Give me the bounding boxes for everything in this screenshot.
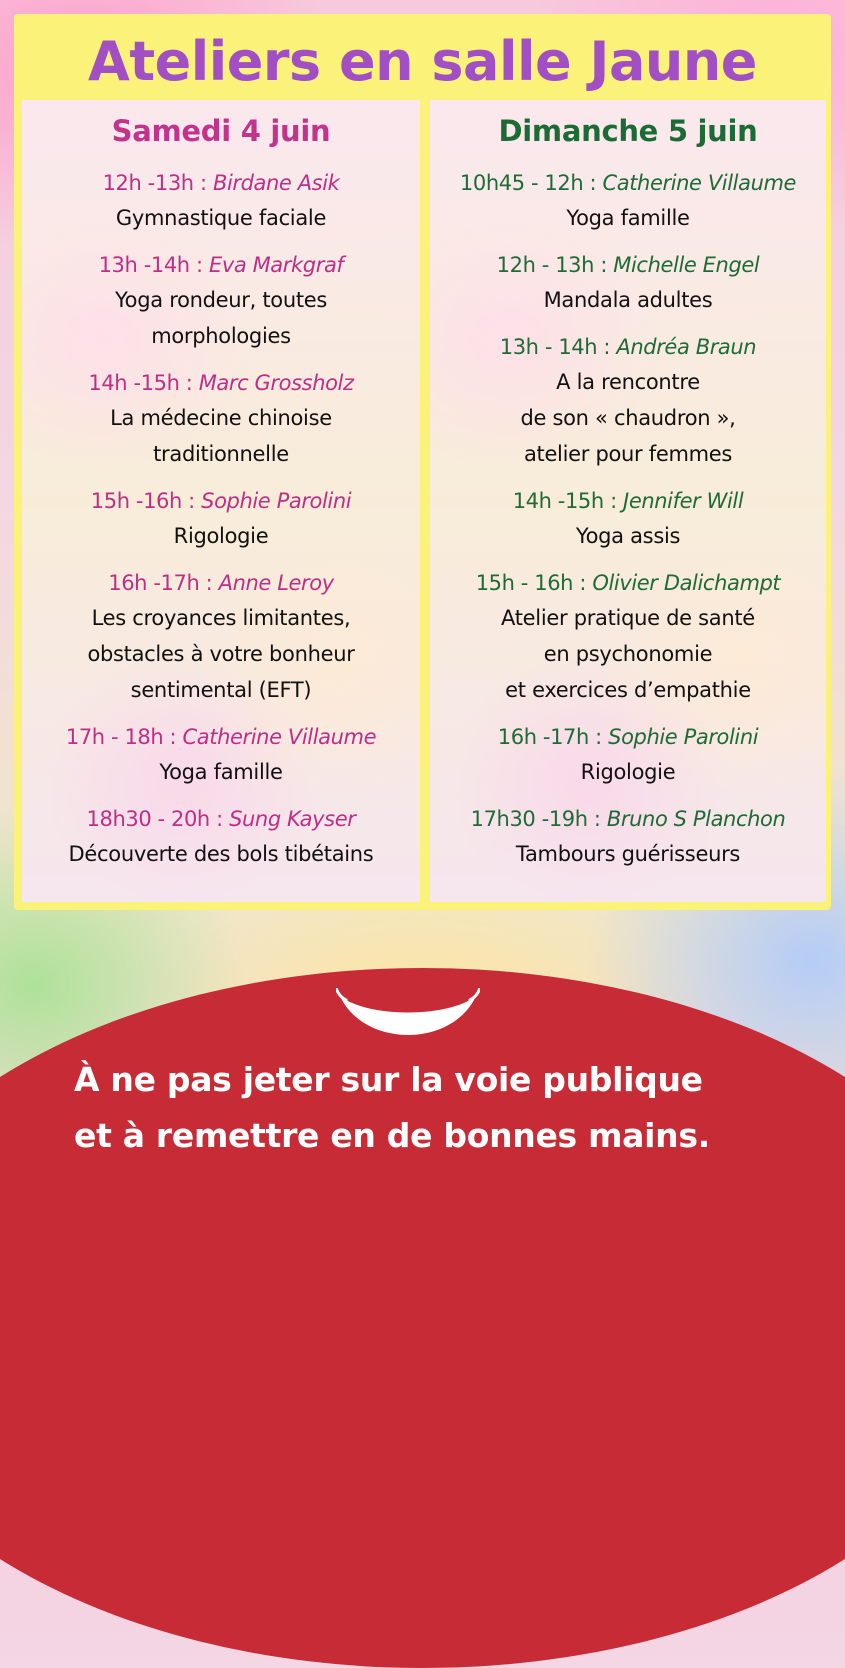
event-time-range: 12h - 13h : bbox=[496, 253, 607, 277]
event-item bbox=[430, 720, 826, 790]
saturday-heading: Samedi 4 juin bbox=[111, 114, 331, 148]
event-time-range: 14h -15h : bbox=[512, 489, 617, 513]
event-time-range: 17h30 -19h : bbox=[470, 807, 601, 831]
event-item bbox=[22, 566, 420, 708]
event-description-line: de son « chaudron », bbox=[520, 406, 736, 430]
event-description-line: Gymnastique faciale bbox=[115, 206, 327, 230]
event-description-line: morphologies bbox=[151, 324, 291, 348]
event-item bbox=[22, 166, 420, 236]
event-description-line: Yoga rondeur, toutes bbox=[114, 288, 328, 312]
event-host: Olivier Dalichampt bbox=[592, 571, 781, 595]
event-time bbox=[22, 484, 420, 518]
event-time bbox=[22, 166, 420, 200]
page-title: Ateliers en salle Jaune bbox=[88, 30, 757, 93]
event-description-line: atelier pour femmes bbox=[523, 442, 733, 466]
event-item bbox=[430, 248, 826, 318]
event-host: Bruno S Planchon bbox=[606, 807, 786, 831]
event-description-line: Tambours guérisseurs bbox=[515, 842, 741, 866]
event-time-range: 16h -17h : bbox=[108, 571, 213, 595]
saturday-event-list bbox=[22, 166, 420, 872]
event-time-range: 13h - 14h : bbox=[499, 335, 611, 359]
sunday-column bbox=[430, 100, 826, 902]
event-time-range: 13h -14h : bbox=[98, 253, 203, 277]
event-item bbox=[430, 484, 826, 554]
event-host: Jennifer Will bbox=[623, 489, 744, 513]
event-item bbox=[22, 720, 420, 790]
event-item bbox=[430, 802, 826, 872]
event-host: Anne Leroy bbox=[218, 571, 334, 595]
event-host: Marc Grossholz bbox=[198, 371, 354, 395]
event-time bbox=[22, 366, 420, 400]
event-time-range: 10h45 - 12h : bbox=[459, 171, 597, 195]
event-item bbox=[22, 248, 420, 354]
event-item bbox=[430, 166, 826, 236]
event-host: Michelle Engel bbox=[613, 253, 760, 277]
event-description-line: obstacles à votre bonheur bbox=[87, 642, 355, 666]
smile-icon bbox=[336, 988, 480, 1046]
event-description-line: Découverte des bols tibétains bbox=[68, 842, 374, 866]
event-host: Eva Markgraf bbox=[208, 253, 344, 277]
event-host: Catherine Villaume bbox=[182, 725, 377, 749]
event-time-range: 12h -13h : bbox=[102, 171, 207, 195]
event-time-range: 18h30 - 20h : bbox=[86, 807, 223, 831]
event-time-range: 16h -17h : bbox=[497, 725, 602, 749]
event-time-range: 17h - 18h : bbox=[65, 725, 177, 749]
event-time bbox=[22, 802, 420, 836]
event-time bbox=[22, 720, 420, 754]
footer-message bbox=[0, 1052, 845, 1164]
event-description-line: Yoga assis bbox=[575, 524, 681, 548]
event-description-line: Yoga famille bbox=[159, 760, 283, 784]
event-host: Sung Kayser bbox=[229, 807, 356, 831]
event-description-line: en psychonomie bbox=[543, 642, 713, 666]
event-description-line: Rigologie bbox=[580, 760, 676, 784]
event-host: Andréa Braun bbox=[616, 335, 757, 359]
event-time bbox=[430, 566, 826, 600]
footer-line-2: et à remettre en de bonnes mains. bbox=[74, 1116, 710, 1155]
event-item bbox=[430, 330, 826, 472]
event-host: Sophie Parolini bbox=[201, 489, 352, 513]
event-description-line: Les croyances limitantes, bbox=[91, 606, 351, 630]
event-time bbox=[430, 330, 826, 364]
event-time bbox=[430, 720, 826, 754]
event-time-range: 14h -15h : bbox=[88, 371, 193, 395]
event-host: Birdane Asik bbox=[212, 171, 340, 195]
event-time bbox=[430, 248, 826, 282]
event-item bbox=[22, 484, 420, 554]
event-item bbox=[22, 366, 420, 472]
saturday-column bbox=[22, 100, 420, 902]
sunday-event-list bbox=[430, 166, 826, 872]
event-item bbox=[430, 566, 826, 708]
event-description-line: Yoga famille bbox=[566, 206, 690, 230]
event-time bbox=[430, 802, 826, 836]
event-time-range: 15h - 16h : bbox=[475, 571, 587, 595]
event-time bbox=[430, 166, 826, 200]
sunday-heading: Dimanche 5 juin bbox=[498, 114, 758, 148]
event-description-line: La médecine chinoise bbox=[110, 406, 332, 430]
event-description-line: Atelier pratique de santé bbox=[501, 606, 755, 630]
event-description-line: Mandala adultes bbox=[543, 288, 713, 312]
event-time-range: 15h -16h : bbox=[90, 489, 195, 513]
event-time bbox=[22, 248, 420, 282]
event-description-line: sentimental (EFT) bbox=[130, 678, 312, 702]
event-description-line: et exercices d’empathie bbox=[505, 678, 751, 702]
footer-line-1: À ne pas jeter sur la voie publique bbox=[74, 1060, 703, 1099]
event-host: Sophie Parolini bbox=[608, 725, 759, 749]
event-host: Catherine Villaume bbox=[602, 171, 797, 195]
event-item bbox=[22, 802, 420, 872]
event-description-line: A la rencontre bbox=[556, 370, 700, 394]
event-description-line: Rigologie bbox=[173, 524, 269, 548]
event-time bbox=[430, 484, 826, 518]
event-description-line: traditionnelle bbox=[153, 442, 289, 466]
event-time bbox=[22, 566, 420, 600]
